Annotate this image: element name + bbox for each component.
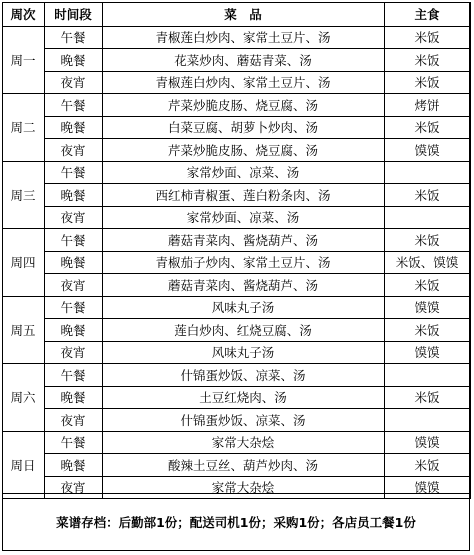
dish-cell: 芹菜炒脆皮肠、烧豆腐、汤	[102, 94, 384, 117]
staple-cell: 烤饼	[384, 94, 470, 117]
table-row	[2, 229, 470, 252]
staple-cell	[384, 206, 470, 229]
dish-cell: 土豆红烧肉、汤	[102, 386, 384, 409]
table-row	[2, 184, 470, 207]
staple-cell: 馍馍	[384, 476, 470, 499]
staple-cell: 米饭	[384, 184, 470, 207]
day-label: 周二	[2, 94, 44, 162]
table-row	[2, 386, 470, 409]
staple-cell: 米饭	[384, 386, 470, 409]
staple-cell: 米饭	[384, 49, 470, 72]
meal-time: 午餐	[44, 161, 102, 184]
table-row	[2, 94, 470, 117]
meal-time: 晚餐	[44, 454, 102, 477]
dish-cell: 家常大杂烩	[102, 431, 384, 454]
staple-cell: 米饭	[384, 116, 470, 139]
dish-cell: 家常大杂烩	[102, 476, 384, 499]
meal-time: 午餐	[44, 26, 102, 49]
dish-cell: 什锦蛋炒饭、凉菜、汤	[102, 364, 384, 387]
meal-time: 午餐	[44, 94, 102, 117]
dish-cell: 家常炒面、凉菜、汤	[102, 161, 384, 184]
meal-time: 夜宵	[44, 206, 102, 229]
meal-time: 午餐	[44, 296, 102, 319]
table-row	[2, 49, 470, 72]
archive-note: 菜谱存档：后勤部1份；配送司机1份；采购1份；各店员工餐1份	[3, 493, 469, 550]
staple-cell	[384, 409, 470, 432]
meal-time: 午餐	[44, 431, 102, 454]
staple-cell: 米饭	[384, 26, 470, 49]
meal-time: 夜宵	[44, 71, 102, 94]
meal-time: 夜宵	[44, 409, 102, 432]
table-row	[2, 251, 470, 274]
day-label: 周四	[2, 229, 44, 297]
dish-cell: 风味丸子汤	[102, 341, 384, 364]
dish-cell: 莲白炒肉、红烧豆腐、汤	[102, 319, 384, 342]
dish-cell: 西红柿青椒蛋、莲白粉条肉、汤	[102, 184, 384, 207]
header-dish: 菜 品	[102, 2, 384, 26]
staple-cell	[384, 161, 470, 184]
meal-time: 夜宵	[44, 274, 102, 297]
staple-cell: 馍馍	[384, 341, 470, 364]
dish-cell: 蘑菇青菜肉、酱烧葫芦、汤	[102, 274, 384, 297]
staple-cell: 米饭	[384, 274, 470, 297]
dish-cell: 酸辣土豆丝、葫芦炒肉、汤	[102, 454, 384, 477]
day-label: 周三	[2, 161, 44, 229]
staple-cell: 米饭	[384, 454, 470, 477]
menu-sheet	[2, 2, 470, 551]
dish-cell: 风味丸子汤	[102, 296, 384, 319]
staple-cell: 米饭	[384, 319, 470, 342]
meal-time: 夜宵	[44, 341, 102, 364]
dish-cell: 青椒莲白炒肉、家常土豆片、汤	[102, 71, 384, 94]
table-row	[2, 409, 470, 432]
staple-cell: 米饭	[384, 71, 470, 94]
table-row	[2, 341, 470, 364]
dish-cell: 青椒莲白炒肉、家常土豆片、汤	[102, 26, 384, 49]
table-row	[2, 139, 470, 162]
meal-time: 晚餐	[44, 116, 102, 139]
menu-body	[2, 26, 470, 499]
weekly-menu-table	[2, 2, 471, 500]
dish-cell: 家常炒面、凉菜、汤	[102, 206, 384, 229]
table-row	[2, 431, 470, 454]
meal-time: 夜宵	[44, 139, 102, 162]
table-row	[2, 26, 470, 49]
header-day: 周次	[2, 2, 44, 26]
table-row	[2, 274, 470, 297]
dish-cell: 蘑菇青菜肉、酱烧葫芦、汤	[102, 229, 384, 252]
staple-cell: 米饭	[384, 229, 470, 252]
staple-cell: 米饭、馍馍	[384, 251, 470, 274]
table-row	[2, 454, 470, 477]
meal-time: 晚餐	[44, 49, 102, 72]
meal-time: 夜宵	[44, 476, 102, 499]
meal-time: 晚餐	[44, 386, 102, 409]
table-row	[2, 71, 470, 94]
header-row	[2, 2, 470, 26]
table-row	[2, 161, 470, 184]
staple-cell: 馍馍	[384, 431, 470, 454]
meal-time: 晚餐	[44, 251, 102, 274]
table-row	[2, 364, 470, 387]
dish-cell: 花菜炒肉、蘑菇青菜、汤	[102, 49, 384, 72]
table-row	[2, 319, 470, 342]
table-row	[2, 116, 470, 139]
dish-cell: 什锦蛋炒饭、凉菜、汤	[102, 409, 384, 432]
meal-time: 晚餐	[44, 184, 102, 207]
day-label: 周六	[2, 364, 44, 432]
dish-cell: 青椒茄子炒肉、家常土豆片、汤	[102, 251, 384, 274]
day-label: 周一	[2, 26, 44, 94]
meal-time: 午餐	[44, 364, 102, 387]
table-row	[2, 206, 470, 229]
dish-cell: 芹菜炒脆皮肠、烧豆腐、汤	[102, 139, 384, 162]
table-row	[2, 296, 470, 319]
meal-time: 午餐	[44, 229, 102, 252]
meal-time: 晚餐	[44, 319, 102, 342]
day-label: 周五	[2, 296, 44, 364]
header-time: 时间段	[44, 2, 102, 26]
header-staple: 主食	[384, 2, 470, 26]
staple-cell	[384, 364, 470, 387]
dish-cell: 白菜豆腐、胡萝卜炒肉、汤	[102, 116, 384, 139]
day-label: 周日	[2, 431, 44, 499]
staple-cell: 馍馍	[384, 296, 470, 319]
staple-cell: 馍馍	[384, 139, 470, 162]
